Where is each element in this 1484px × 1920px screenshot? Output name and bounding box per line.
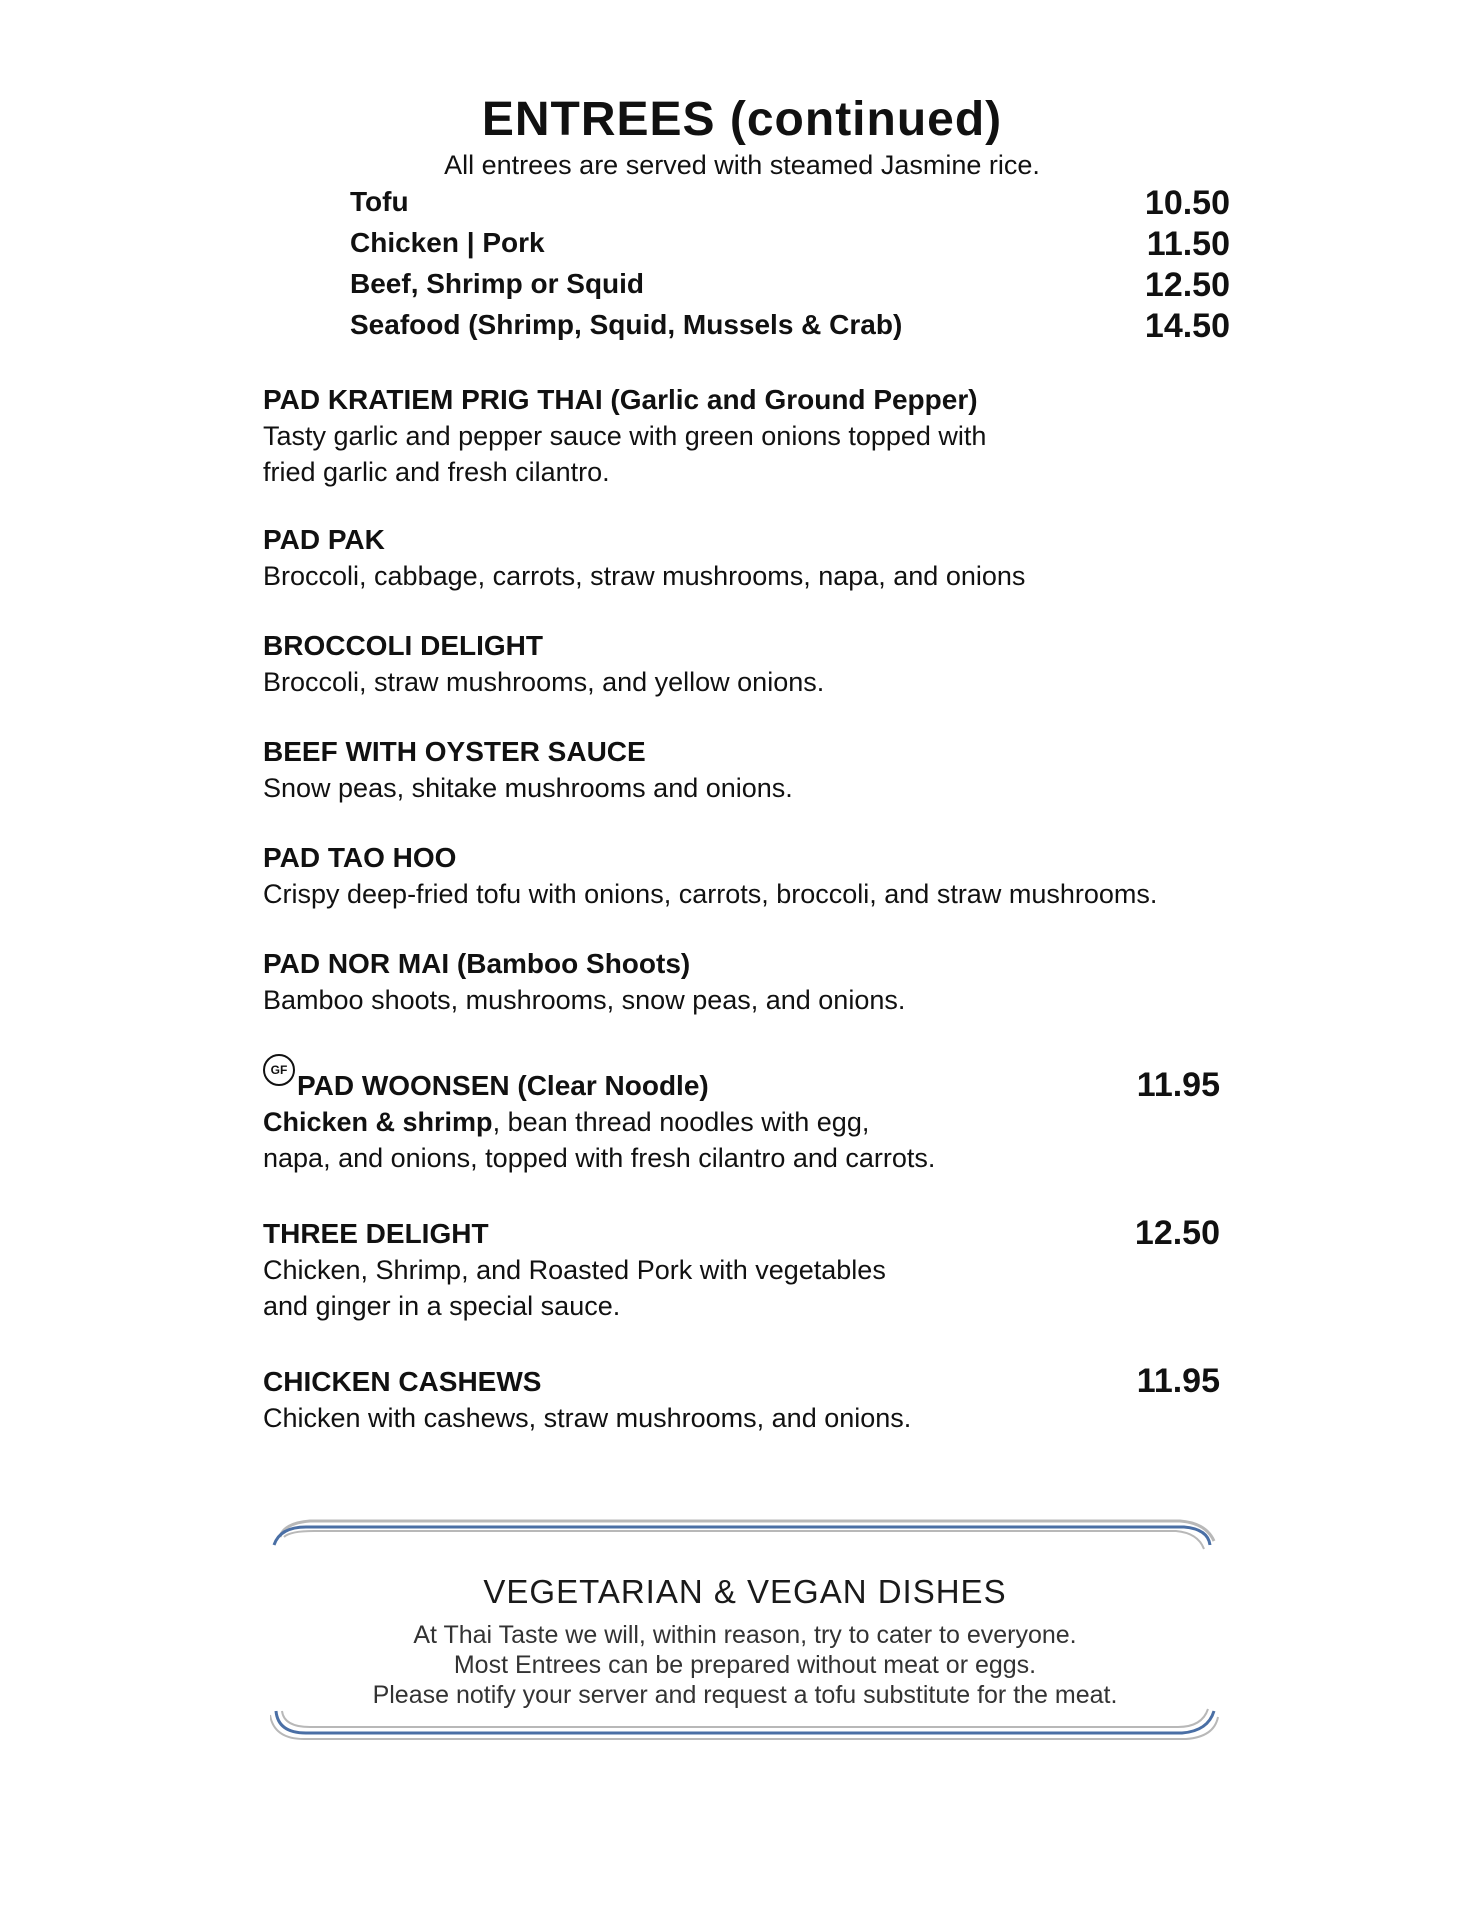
item-price: 12.50 [1134,1214,1220,1252]
item-description [263,1104,1263,1140]
vegetarian-title: VEGETARIAN & VEGAN DISHES [483,1573,1007,1610]
item-name: BEEF WITH OYSTER SAUCE [263,736,646,767]
item-description-bold: Chicken & shrimp [263,1107,493,1137]
price-option-value: 11.50 [1146,225,1230,263]
vegetarian-note: Please notify your server and request a tofu substitute for the meat. [372,1681,1118,1709]
item-description: Broccoli, straw mushrooms, and yellow onions. [263,667,825,697]
protein-price-table [350,186,1230,350]
item-description: Snow peas, shitake mushrooms and onions. [263,773,793,803]
menu-item-pad-kratiem [263,382,1263,490]
item-name [263,1063,1263,1104]
item-description: Bamboo shoots, mushrooms, snow peas, and onions. [263,985,906,1015]
menu-item-beef-oyster-sauce [263,734,1263,806]
item-description: Chicken, Shrimp, and Roasted Pork with vegetables [263,1255,886,1285]
price-row [350,309,1230,350]
page-subtitle: All entrees are served with steamed Jasmine rice. [444,150,1040,180]
item-price: 11.95 [1136,1066,1220,1104]
price-row [350,186,1230,227]
menu-item-pad-tao-hoo [263,840,1263,912]
menu-item-pad-woonsen [263,1063,1263,1176]
price-option-value: 14.50 [1144,307,1230,345]
price-option-value: 10.50 [1144,184,1230,222]
item-description: fried garlic and fresh cilantro. [263,457,610,487]
item-description: Crispy deep-fried tofu with onions, carrots, broccoli, and straw mushrooms. [263,879,1158,909]
item-name: PAD KRATIEM PRIG THAI (Garlic and Ground Pepper) [263,384,978,415]
item-name: BROCCOLI DELIGHT [263,630,543,661]
page-title: ENTREES (continued) [481,93,1003,146]
price-option-value: 12.50 [1144,266,1230,304]
menu-item-pad-pak [263,522,1263,594]
price-row [350,268,1230,309]
vegetarian-note: Most Entrees can be prepared without meat or eggs. [453,1651,1037,1679]
item-name-text: PAD WOONSEN (Clear Noodle) [297,1070,709,1101]
vegetarian-note: At Thai Taste we will, within reason, try to cater to everyone. [413,1621,1077,1649]
vegetarian-notice [270,1505,1220,1755]
item-name: PAD PAK [263,524,385,555]
price-row [350,227,1230,268]
price-option-label: Tofu [350,186,409,217]
item-name: PAD TAO HOO [263,842,457,873]
item-description: napa, and onions, topped with fresh cilantro and carrots. [263,1143,936,1173]
menu-item-broccoli-delight [263,628,1263,700]
menu-item-chicken-cashews [263,1364,1263,1436]
price-option-label: Chicken | Pork [350,227,545,258]
item-name: PAD NOR MAI (Bamboo Shoots) [263,948,691,979]
item-name: CHICKEN CASHEWS [263,1366,542,1397]
item-description: Broccoli, cabbage, carrots, straw mushrooms, napa, and onions [263,561,1026,591]
menu-item-three-delight [263,1216,1263,1324]
price-option-label: Beef, Shrimp or Squid [350,268,645,299]
item-description: and ginger in a special sauce. [263,1291,621,1321]
gluten-free-icon: GF [263,1054,295,1086]
item-description-rest: , bean thread noodles with egg, [492,1107,870,1137]
item-description: Chicken with cashews, straw mushrooms, and onions. [263,1403,912,1433]
item-price: 11.95 [1136,1362,1220,1400]
item-name: THREE DELIGHT [263,1218,489,1249]
price-option-label: Seafood (Shrimp, Squid, Mussels & Crab) [350,309,903,340]
menu-item-pad-nor-mai [263,946,1263,1018]
item-description: Tasty garlic and pepper sauce with green onions topped with [263,421,987,451]
